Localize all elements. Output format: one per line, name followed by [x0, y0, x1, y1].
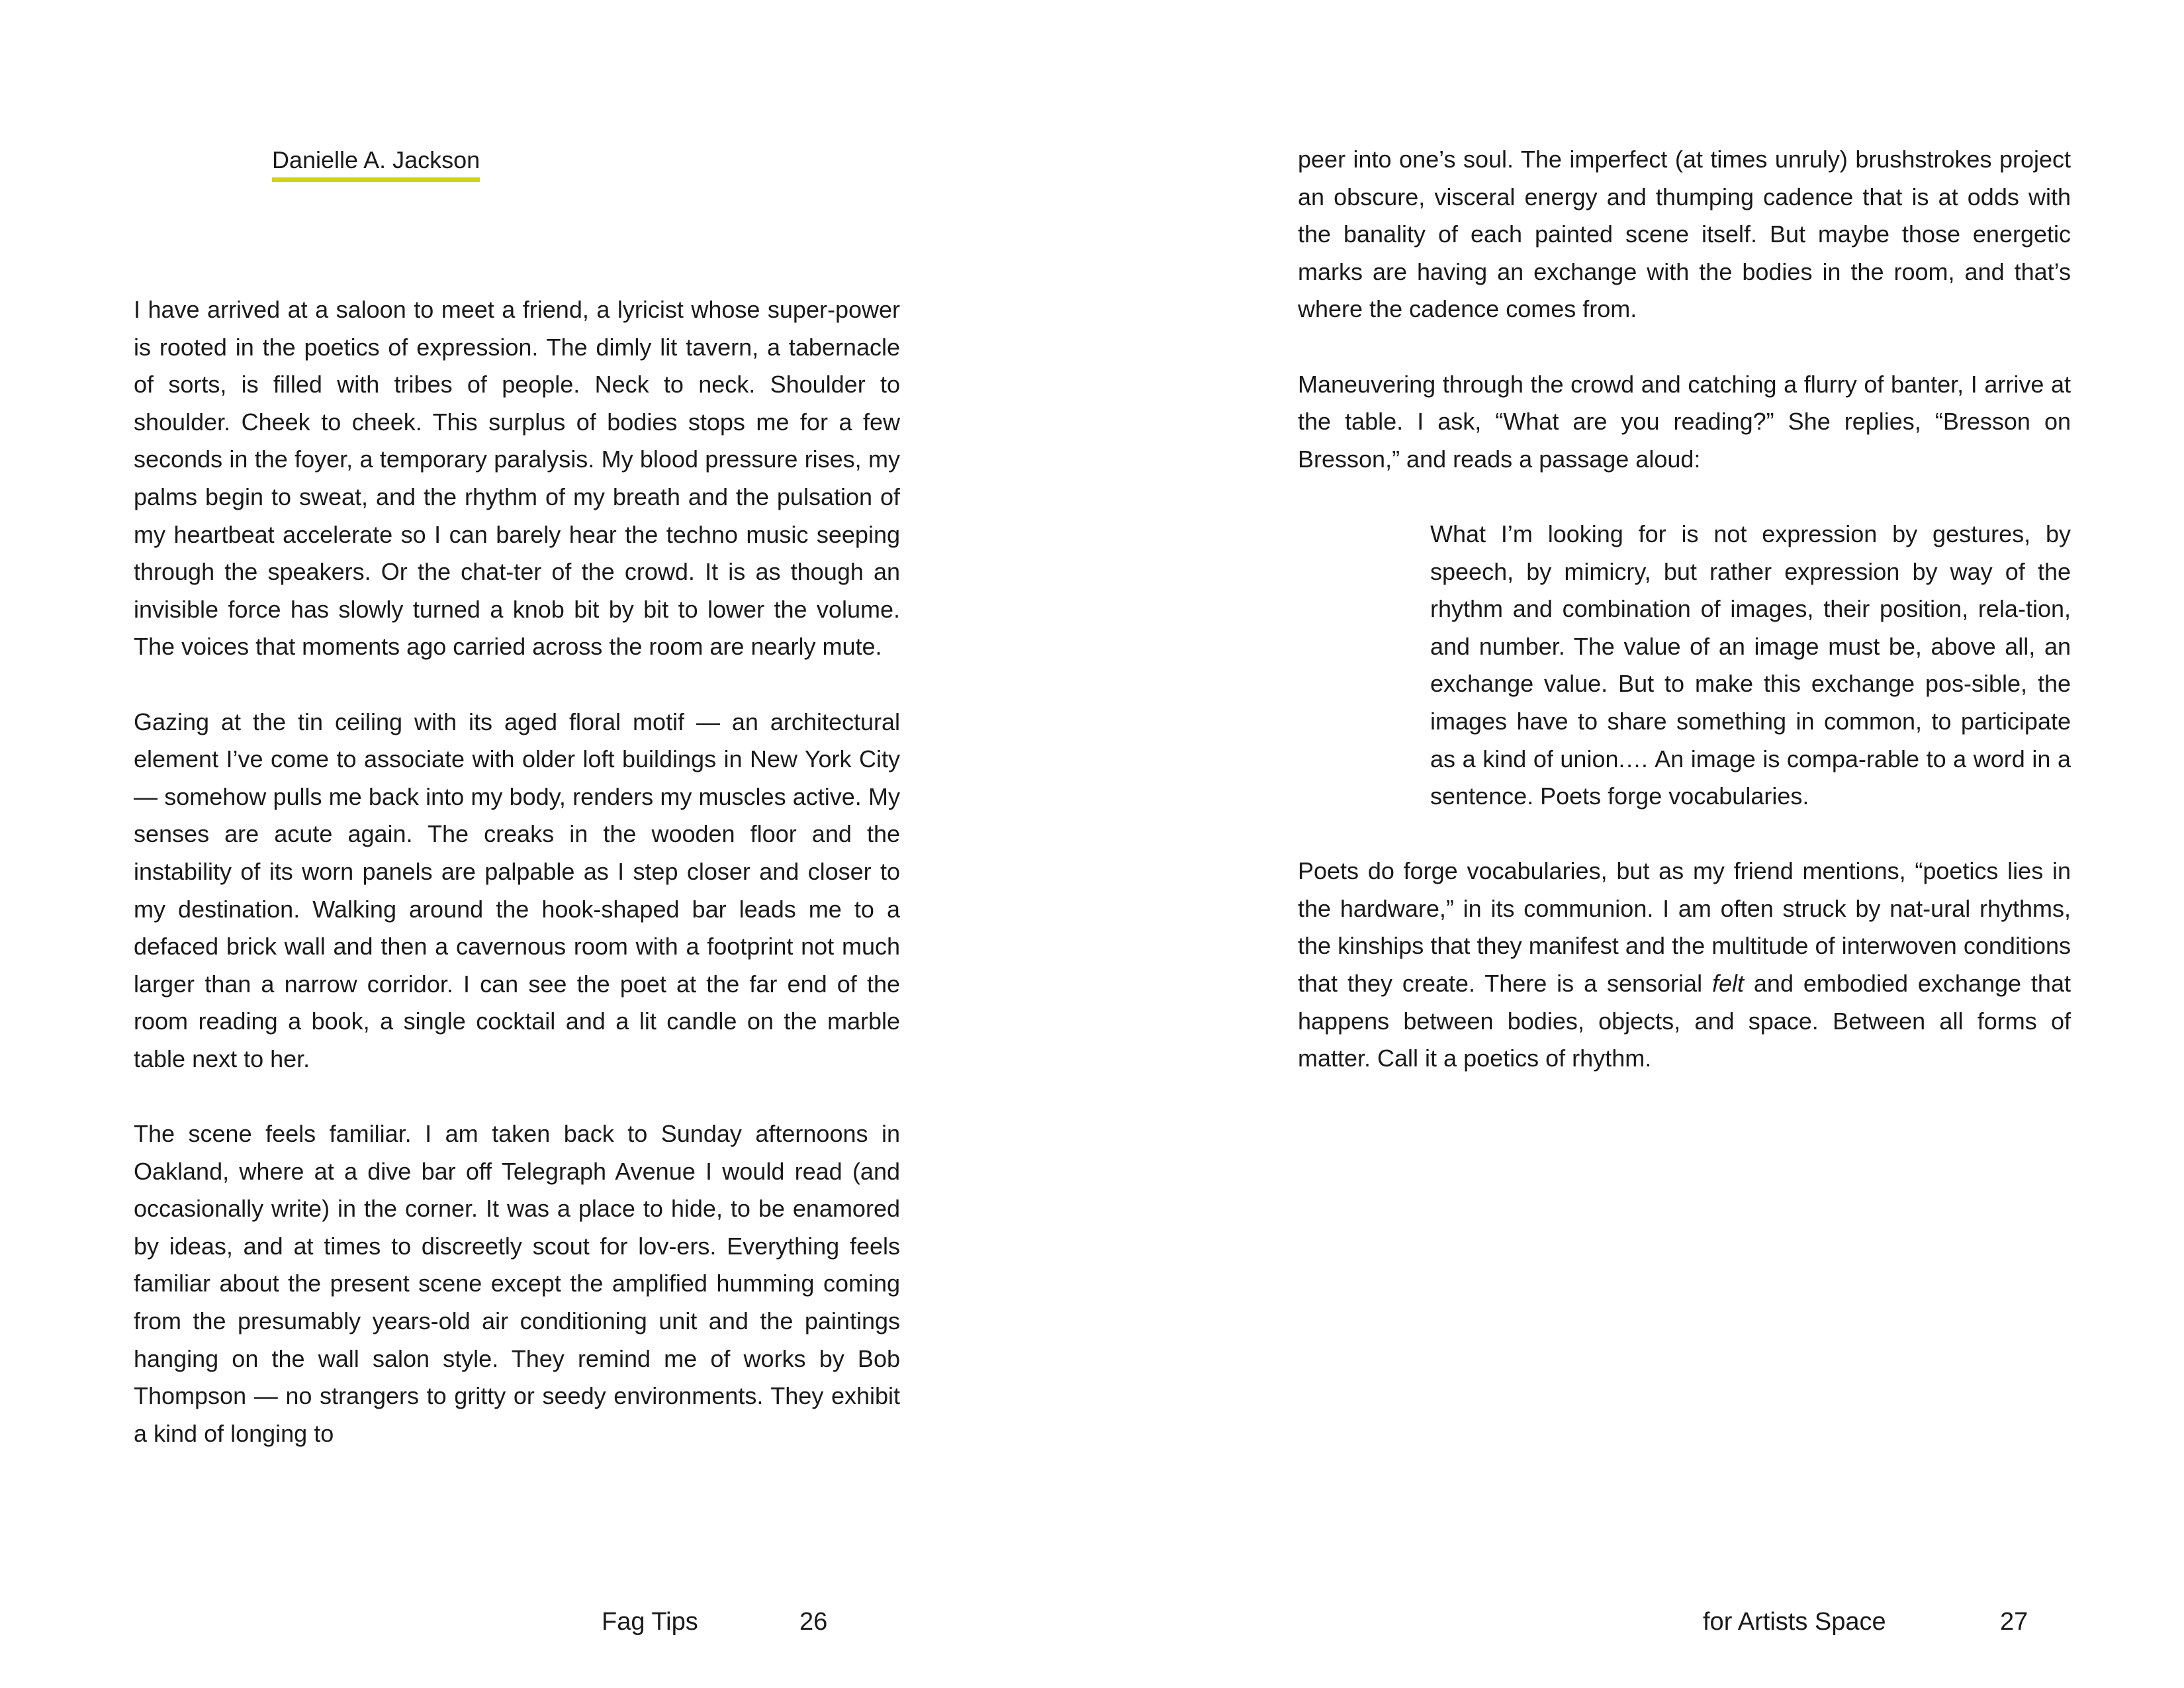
- running-footer-title: Fag Tips: [602, 1608, 698, 1636]
- paragraph: peer into one’s soul. The imperfect (at times unruly) brushstrokes project an obscure, visceral energy and thumping cadence that is at odds with the banality of each painted scene itself. But maybe those energetic marks are having an exchange with the bodies in the room, and that’s where the cadence comes from.: [1298, 146, 2071, 323]
- running-footer-title: for Artists Space: [1703, 1608, 1886, 1636]
- paragraph: I have arrived at a saloon to meet a friend, a lyricist whose super-power is rooted in the poetics of expression. The dimly lit tavern, a tabernacle of sorts, is filled with tribes of people. Neck to neck. Shoulder to shoulder. Cheek to cheek. This surplus of bodies stops me for a few seconds in the foyer, a temporary paralysis. My blood pressure rises, my palms begin to sweat, and the rhythm of my breath and the pulsation of my heartbeat accelerate so I can barely hear the techno music seeping through the speakers. Or the chat-ter of the crowd. It is as though an invisible force has slowly turned a knob bit by bit to lower the volume. The voices that moments ago carried across the room are nearly mute.: [134, 296, 900, 661]
- italic-word: felt: [1711, 970, 1744, 998]
- paragraph: The scene feels familiar. I am taken back to Sunday afternoons in Oakland, where at a dive bar off Telegraph Avenue I would read (and occasionally write) in the corner. It was a place to hide, to be enamored by ideas, and at times to discreetly scout for lov-ers. Everything feels familiar about the present scene except the amplified humming coming from the presumably years-old air conditioning unit and the paintings hanging on the wall salon style. They remind me of works by Bob Thompson — no strangers to gritty or seedy environments. They exhibit a kind of longing to: [134, 1120, 900, 1447]
- left-body-text: [134, 291, 900, 1452]
- block-quote: What I’m looking for is not expression by gestures, by speech, by mimicry, but rather expression by way of the rhythm and combination of images, their position, rela-tion, and number. The value of an image must be, above all, an exchange value. But to make this exchange pos-sible, the images have to share something in common, to participate as a kind of union.… An image is compa-rable to a word in a sentence. Poets forge vocabularies.: [1430, 520, 2071, 810]
- paragraph-text: Poets do forge vocabularies, but as my friend mentions, “poetics lies in the hardware,” in its communion. I am often struck by nat-ural rhythms, the kinships that they manifest and the multitude of interwoven conditions that they create. There is a sensorial: [1298, 857, 2071, 998]
- paragraph-text: and embodied exchange that happens between bodies, objects, and space. Between all forms of matter. Call it a poetics of rhythm.: [1298, 970, 2071, 1072]
- page-number: 27: [2000, 1608, 2028, 1636]
- paragraph: Maneuvering through the crowd and catching a flurry of banter, I arrive at the table. I ask, “What are you reading?” She replies, “Bresson on Bresson,” and reads a passage aloud:: [1298, 370, 2071, 473]
- right-page: [1092, 0, 2184, 1688]
- paragraph: [1298, 853, 2071, 1078]
- right-body-text: [1298, 141, 2071, 1078]
- author-name: Danielle A. Jackson: [272, 140, 480, 182]
- paragraph: Gazing at the tin ceiling with its aged floral motif — an architectural element I’ve come to associate with older loft buildings in New York City — somehow pulls me back into my body, renders my muscles active. My senses are acute again. The creaks in the wooden floor and the instability of its worn panels are palpable as I step closer and closer to my destination. Walking around the hook-shaped bar leads me to a defaced brick wall and then a cavernous room with a footprint not much larger than a narrow corridor. I can see the poet at the far end of the room reading a book, a single cocktail and a lit candle on the marble table next to her.: [134, 708, 900, 1072]
- page-number: 26: [799, 1608, 828, 1636]
